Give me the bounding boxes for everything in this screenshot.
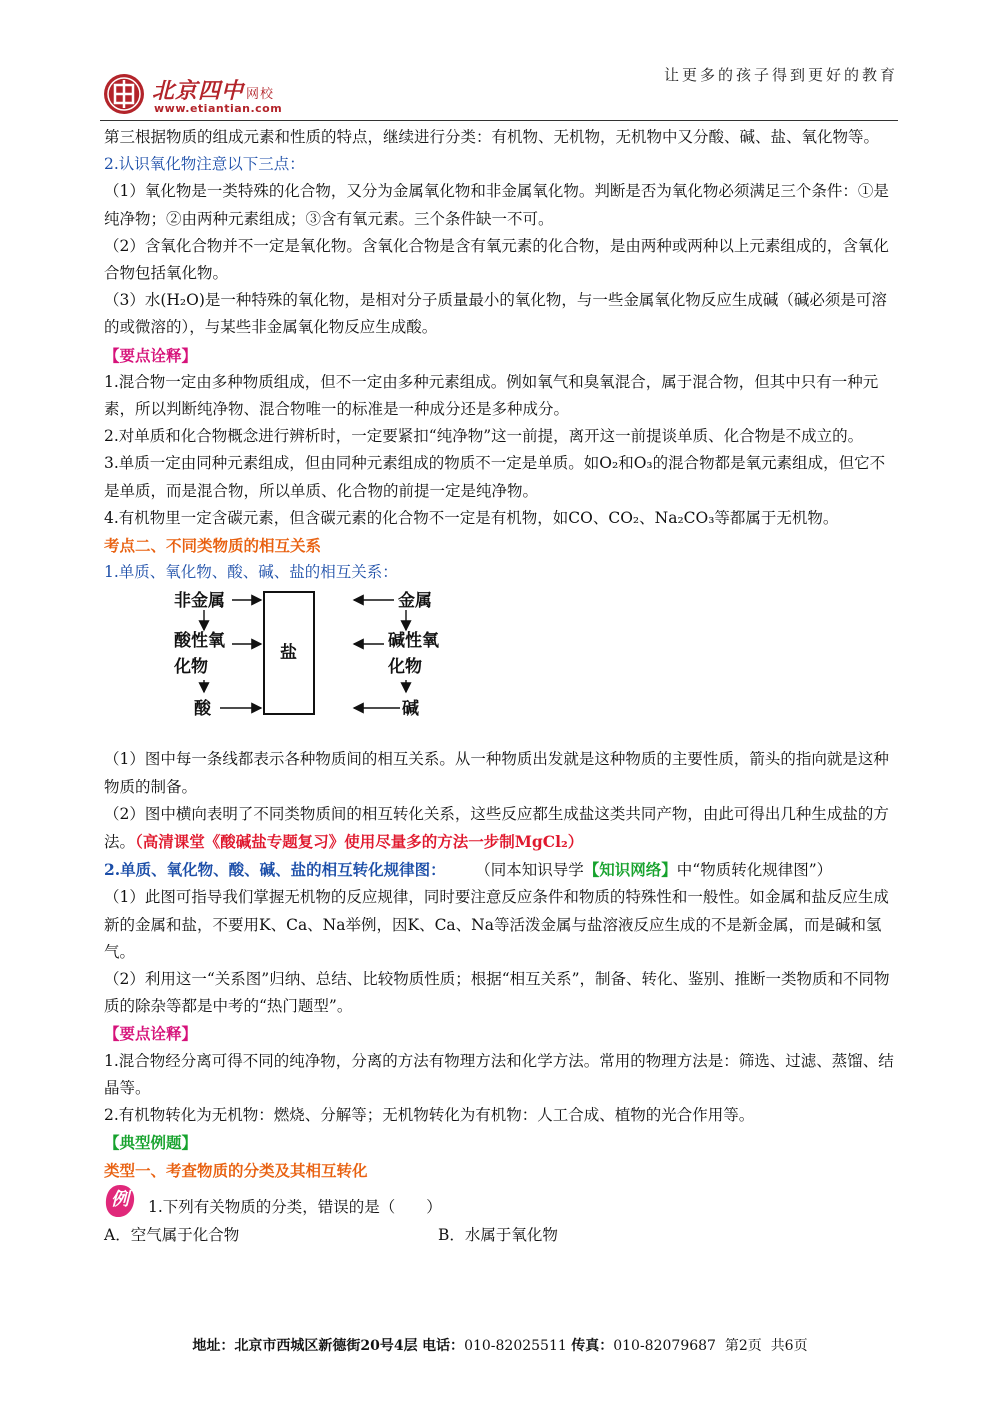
logo-url: www.etiantian.com xyxy=(154,102,283,115)
option-a[interactable]: A．空气属于化合物 xyxy=(104,1225,240,1244)
paragraph: 2.有机物转化为无机物：燃烧、分解等；无机物转化为有机物：人工合成、植物的光合作用等。 xyxy=(104,1106,755,1125)
paragraph: 4.有机物里一定含碳元素，但含碳元素的化合物不一定是有机物，如CO、CO₂、Na₂CO₃等都属于无机物。 xyxy=(104,508,839,527)
label-nonmetal: 非金属 xyxy=(174,591,225,612)
page-footer: 地址：北京市西城区新德街20号4层 电话：010-82025511 传真：010-82079687 第2页 共6页 xyxy=(192,1338,808,1354)
tag-key-points: 【要点诠释】 xyxy=(104,1024,198,1044)
label-acidic-oxide-1: 酸性氧 xyxy=(174,631,225,652)
slogan: 让更多的孩子得到更好的教育 xyxy=(663,66,898,84)
paragraph: （1）氧化物是一类特殊的化合物，又分为金属氧化物和非金属氧化物。判断是否为氧化物必须满足三个条件：①是纯净物；②由两种元素组成；③含有氧元素。三个条件缺一不可。 xyxy=(104,182,889,228)
subheading-rule: 2.单质、氧化物、酸、碱、盐的相互转化规律图： （同本知识导学【知识网络】中“物质转化规律图”） xyxy=(104,860,833,880)
footer-address: 北京市西城区新德街20号4层 xyxy=(234,1338,418,1354)
type-title: 类型一、考查物质的分类及其相互转化 xyxy=(104,1160,368,1180)
label-metal: 金属 xyxy=(398,591,432,612)
label-basic-oxide-2: 化物 xyxy=(388,657,422,678)
paragraph: （2）含氧化合物并不一定是氧化物。含氧化合物是含有氧元素的化合物，是由两种或两种以上元素组成的，含氧化合物包括氧化物。 xyxy=(104,236,889,283)
paragraph: 2.对单质和化合物概念进行辨析时，一定要紧扣“纯净物”这一前提，离开这一前提谈单质、化合物是不成立的。 xyxy=(104,427,864,446)
page-header xyxy=(100,58,898,118)
label-base: 碱 xyxy=(402,699,419,720)
tag-key-points: 【要点诠释】 xyxy=(104,345,198,365)
section-title: 考点二、不同类物质的相互关系 xyxy=(104,536,322,556)
label-basic-oxide-1: 碱性氧 xyxy=(388,631,439,652)
option-b[interactable]: B．水属于氧化物 xyxy=(438,1225,558,1244)
document-body xyxy=(104,124,896,1250)
subheading-relation: 1.单质、氧化物、酸、碱、盐的相互关系： xyxy=(104,563,398,582)
logo-icon xyxy=(102,72,146,116)
header-divider xyxy=(100,120,898,121)
paragraph: （2）利用这一“关系图”归纳、总结、比较物质性质；根据“相互关系”，制备、转化、鉴别、推断一类物质和不同物质的除杂等都是中考的“热门题型”。 xyxy=(104,970,890,1016)
logo-name: 北京四中 网校 xyxy=(152,78,275,104)
example-badge: 例 xyxy=(104,1184,136,1218)
class-reference: （高清课堂《酸碱盐专题复习》使用尽量多的方法一步制MgCl₂） xyxy=(135,832,584,852)
paragraph: 3.单质一定由同种元素组成，但由同种元素组成的物质不一定是单质。如O₂和O₃的混合物都是氧元素组成，但它不是单质，而是混合物，所以单质、化合物的前提一定是纯净物。 xyxy=(104,454,886,500)
paragraph: （2）图中横向表明了不同类物质间的相互转化关系，这些反应都生成盐这类共同产物，由此可得出几种生成盐的方法。（高清课堂《酸碱盐专题复习》使用尽量多的方法一步制MgCl₂） xyxy=(104,804,889,852)
paragraph: 1.混合物一定由多种物质组成，但不一定由多种元素组成。例如氧气和臭氧混合，属于混合物，但其中只有一种元素，所以判断纯净物、混合物唯一的标准是一种成分还是多种成分。 xyxy=(104,372,879,419)
label-acid: 酸 xyxy=(194,699,211,720)
knowledge-network-tag: 【知识网络】 xyxy=(583,860,677,880)
page-total: 共6页 xyxy=(770,1338,808,1354)
footer-fax: 010-82079687 xyxy=(613,1338,716,1354)
relation-diagram xyxy=(104,588,896,740)
example-question xyxy=(104,1184,896,1222)
paragraph: （1）此图可指导我们掌握无机物的反应规律，同时要注意反应条件和物质的特殊性和一般性。如金属和盐反应生成新的金属和盐，不要用K、Ca、Na举例，因K、Ca、Na等活泼金属与盐溶液反应生成的不是新金属，而是碱和氢气。 xyxy=(104,888,889,961)
page-number: 第2页 xyxy=(724,1338,762,1354)
subheading-oxide: 2.认识氧化物注意以下三点： xyxy=(104,155,305,174)
question-1: 1.下列有关物质的分类，错误的是（ ） xyxy=(148,1197,442,1216)
paragraph: （3）水(H₂O)是一种特殊的氧化物，是相对分子质量最小的氧化物，与一些金属氧化物反应生成碱（碱必须是可溶的或微溶的），与某些非金属氧化物反应生成酸。 xyxy=(104,291,887,337)
footer-phone: 010-82025511 xyxy=(464,1338,567,1354)
options-row xyxy=(104,1222,896,1250)
paragraph: 1.混合物经分离可得不同的纯净物，分离的方法有物理方法和化学方法。常用的物理方法是：筛选、过滤、蒸馏、结晶等。 xyxy=(104,1051,894,1097)
tag-examples: 【典型例题】 xyxy=(104,1133,198,1153)
label-salt: 盐 xyxy=(280,643,297,664)
paragraph: （1）图中每一条线都表示各种物质间的相互关系。从一种物质出发就是这种物质的主要性质，箭头的指向就是这种物质的制备。 xyxy=(104,750,889,796)
label-acidic-oxide-2: 化物 xyxy=(174,657,208,678)
paragraph: 第三根据物质的组成元素和性质的特点，继续进行分类：有机物、无机物，无机物中又分酸、碱、盐、氧化物等。 xyxy=(104,128,880,146)
